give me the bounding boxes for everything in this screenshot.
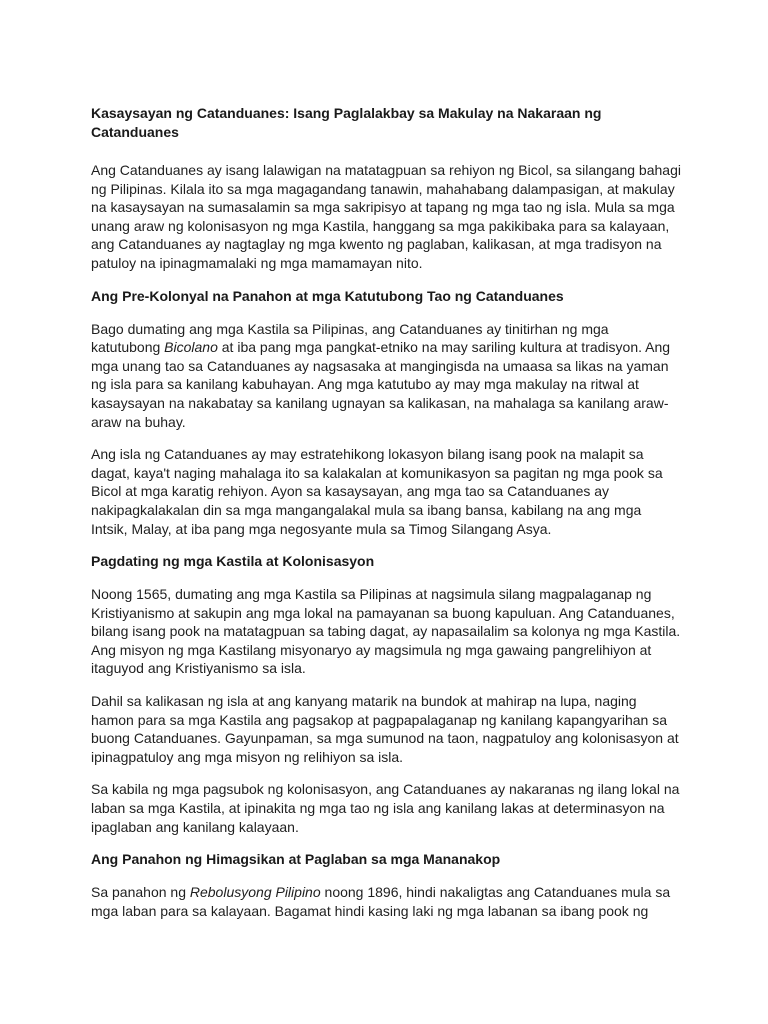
text-run: Bago dumating ang mga Kastila sa Pilipinas, ang Catanduanes ay tinitirhan ng mga katutubong: [91, 320, 609, 356]
pre-colonial-paragraph-2: Ang isla ng Catanduanes ay may estratehikong lokasyon bilang isang pook na malapit sa dagat, kaya't naging mahalaga ito sa kalakalan at komunikasyon sa pagitan ng mga pook sa Bicol at mga karatig rehiyon. Ayon sa kasaysayan, ang mga tao sa Catanduanes ay nakipagkalakalan din sa mga mangangalakal mula sa ibang bansa, kabilang na ang mga Intsik, Malay, at iba pang mga negosyante mula sa Timog Silangang Asya.: [91, 446, 663, 537]
spanish-paragraph-2: Dahil sa kalikasan ng isla at ang kanyang matarik na bundok at mahirap na lupa, naging hamon para sa mga Kastila ang pagsakop at pagpapalaganap ng kanilang kapangyarihan sa buong Catanduanes. Gayunpaman, sa mga sumunod na taon, nagpatuloy ang kolonisasyon at ipinagpatuloy ang mga misyon ng relihiyon sa isla.: [91, 693, 679, 765]
section-heading-pre-colonial: Ang Pre-Kolonyal na Panahon at mga Katutubong Tao ng Catanduanes: [91, 287, 564, 304]
pre-colonial-paragraph-1: [91, 320, 681, 432]
text-run: at iba pang mga pangkat-etniko na may sariling kultura at tradisyon. Ang mga unang tao sa Catanduanes ay nagsasaka at mangingisda na umaasa sa likas na yaman ng isla para sa kanilang kabuhayan. Ang mga katutubo ay may mga makulay na ritwal at kasaysayan na nakabatay sa kanilang ugnayan sa kalikasan, na mahalaga sa kanilang araw-araw na buhay.: [91, 339, 671, 430]
section-heading-spanish-arrival: Pagdating ng mga Kastila at Kolonisasyon: [91, 553, 375, 570]
italic-term: Bicolano: [164, 339, 218, 356]
document-page: [91, 104, 681, 934]
spanish-paragraph-3: Sa kabila ng mga pagsubok ng kolonisasyon, ang Catanduanes ay nakaranas ng ilang lokal na laban sa mga Kastila, at ipinakita ng mga tao ng isla ang kanilang lakas at determinasyon na ipaglaban ang kanilang kalayaan.: [91, 781, 680, 835]
italic-term: Rebolusyong Pilipino: [189, 884, 321, 901]
revolution-paragraph-1: [91, 883, 681, 920]
intro-paragraph: Ang Catanduanes ay isang lalawigan na matatagpuan sa rehiyon ng Bicol, sa silangang bahagi ng Pilipinas. Kilala ito sa mga magagandang tanawin, mahahabang dalampasigan, at makulay na kasaysayan na sumasalamin sa mga sakripisyo at tapang ng mga tao ng isla. Mula sa mga unang araw ng kolonisasyon ng mga Kastila, hanggang sa mga pakikibaka para sa kalayaan, ang Catanduanes ay nagtaglay ng mga kwento ng paglaban, kalikasan, at mga tradisyon na patuloy na ipinagmamalaki ng mga mamamayan nito.: [91, 162, 681, 271]
document-title: Kasaysayan ng Catanduanes: Isang Paglalakbay sa Makulay na Nakaraan ng Catanduanes: [91, 105, 602, 140]
section-heading-revolution: Ang Panahon ng Himagsikan at Paglaban sa mga Mananakop: [91, 851, 501, 868]
text-run: noong 1896, hindi nakaligtas ang Catanduanes mula sa mga laban para sa kalayaan. Bagamat hindi kasing laki ng mga labanan sa ibang pook ng: [91, 884, 671, 919]
text-run: Sa panahon ng: [91, 884, 190, 901]
spanish-paragraph-1: Noong 1565, dumating ang mga Kastila sa Pilipinas at nagsimula silang magpalaganap ng Kristiyanismo at sakupin ang mga lokal na pamayanan sa buong kapuluan. Ang Catanduanes, bilang isang pook na matatagpuan sa tabing dagat, ay napasailalim sa kolonya ng mga Kastila. Ang misyon ng mga Kastilang misyonaryo ay magsimula ng mga gawaing pangrelihiyon at itaguyod ang Kristiyanismo sa isla.: [91, 586, 681, 677]
